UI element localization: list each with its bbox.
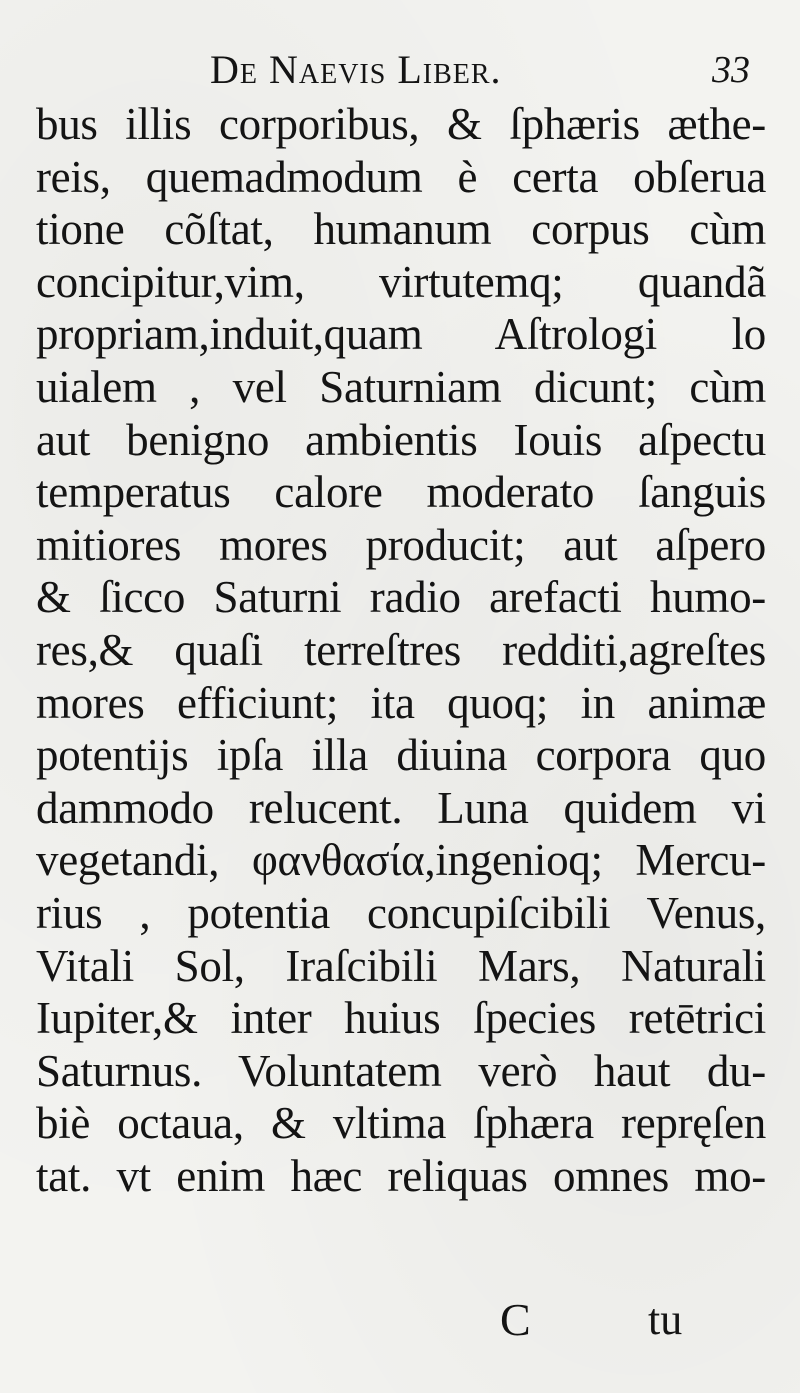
catchword: tu	[648, 1295, 683, 1344]
body-text	[36, 98, 766, 1202]
text-line: tat. vt enim hæc reliquas omnes mo-	[36, 1150, 766, 1201]
text-line: potentijs ipſa illa diuina corpora quo	[36, 730, 766, 781]
text-line: concipitur,vim, virtutemq; quandã	[36, 256, 766, 307]
text-line: res,& quaſi terreſtres redditi,agreſtes	[36, 624, 766, 675]
text-line: tione cõſtat, humanum corpus cùm	[36, 204, 766, 255]
running-title: De Naevis Liber.	[210, 47, 502, 92]
page-footer	[0, 1290, 800, 1350]
page-header	[210, 40, 750, 100]
text-line: reis, quemadmodum è certa obſerua	[36, 151, 766, 202]
text-line: propriam,induit,quam Aſtrologi lo	[36, 309, 766, 360]
page-number: 33	[712, 49, 750, 91]
text-line: uialem , vel Saturniam dicunt; cùm	[36, 361, 766, 412]
text-line: mitiores mores producit; aut aſpero	[36, 519, 766, 570]
text-line: & ſicco Saturni radio arefacti humo-	[36, 572, 766, 623]
text-line: biè octaua, & vltima ſphæra repręſen	[36, 1098, 766, 1149]
text-line: mores efficiunt; ita quoq; in animæ	[36, 677, 766, 728]
text-line: dammodo relucent. Luna quidem vi	[36, 782, 766, 833]
text-line: Saturnus. Voluntatem verò haut du-	[36, 1045, 766, 1096]
text-line: Vitali Sol, Iraſcibili Mars, Naturali	[36, 940, 766, 991]
text-line: temperatus calore moderato ſanguis	[36, 467, 766, 518]
text-line: bus illis corporibus, & ſphæris æthe-	[36, 99, 766, 149]
text-line: aut benigno ambientis Iouis aſpectu	[36, 414, 766, 465]
signature-mark: C	[500, 1294, 531, 1345]
text-line: rius , potentia concupiſcibili Venus,	[36, 887, 766, 938]
text-line: Iupiter,& inter huius ſpecies retētrici	[36, 993, 766, 1044]
text-line: vegetandi, φανθασία,ingenioq; Mercu-	[36, 835, 766, 886]
